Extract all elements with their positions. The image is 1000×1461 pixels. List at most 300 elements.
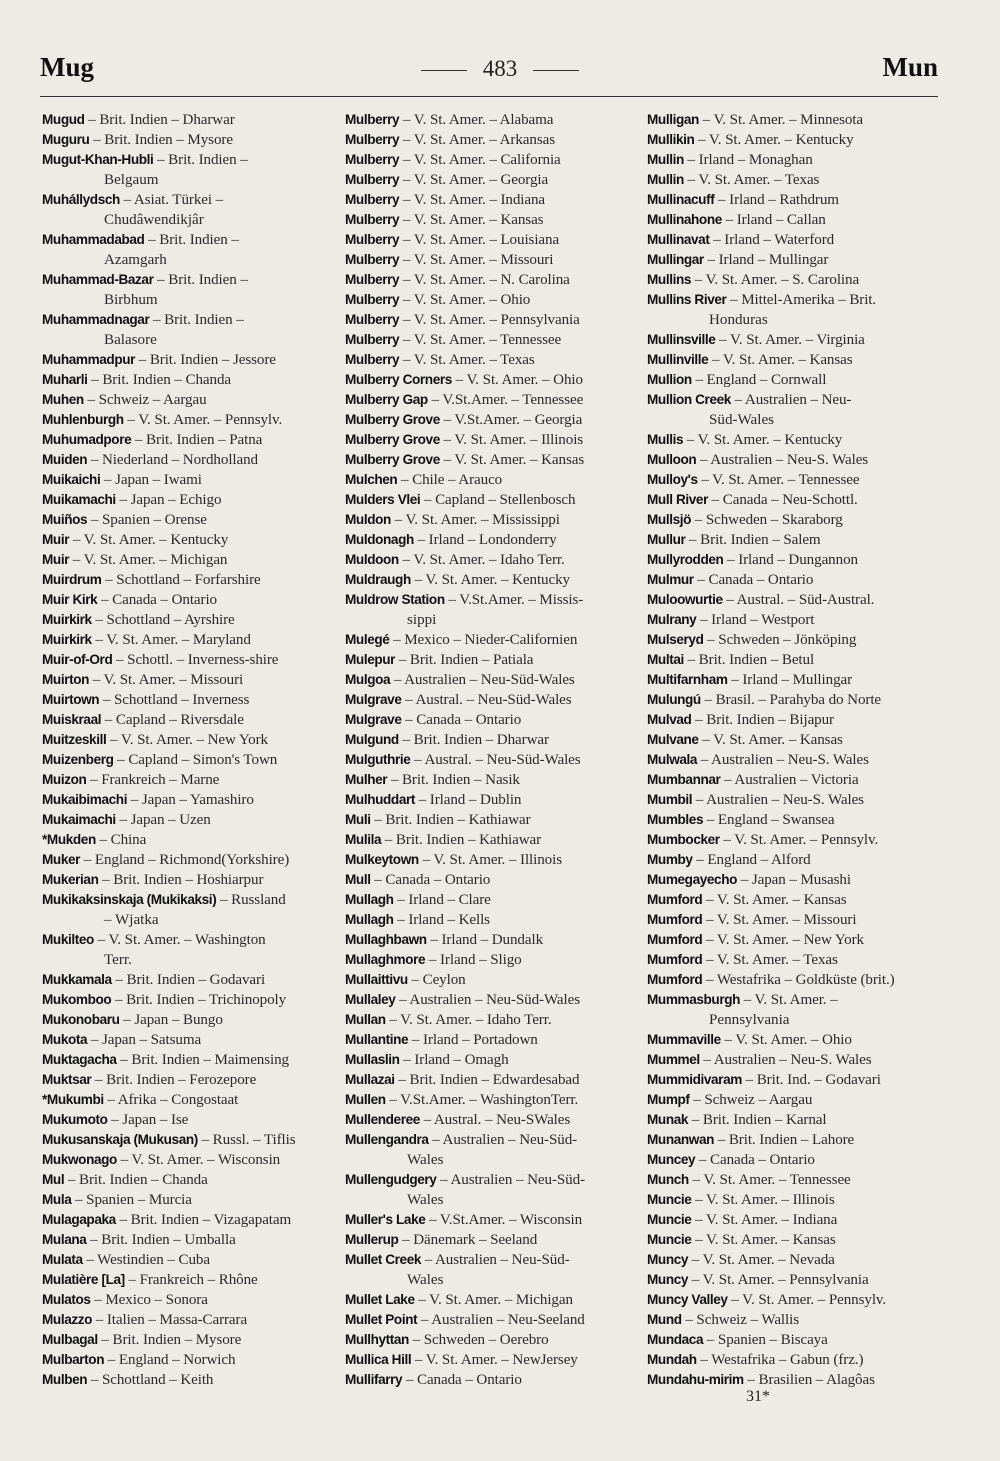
entry [647, 130, 943, 150]
entry-keyword: Mullagh [345, 912, 394, 927]
entry-keyword: Muktagacha [42, 1052, 117, 1067]
entry-location: – Canada – Ontario [401, 712, 522, 728]
entry-keyword: Mulberry [345, 252, 400, 267]
entry-keyword: Muldrow Station [345, 592, 445, 607]
entry-location: – Schweiz – Aargau [83, 392, 207, 408]
entry-keyword: Mumbles [647, 812, 704, 827]
entry-keyword: Muir [42, 532, 70, 547]
entry-location: – Japan – Iwami [100, 472, 202, 488]
entry-location: – Schottland – Forfarshire [101, 572, 261, 588]
entry-keyword: Mulders Vlei [345, 492, 421, 507]
entry-location: – V. St. Amer. – [740, 992, 838, 1008]
entry-location: – V. St. Amer. – Maryland [91, 632, 251, 648]
entry-location: – V.St.Amer. – Tennessee [427, 392, 584, 408]
entry-location: – Schottland – Inverness [99, 692, 250, 708]
entry-keyword: Muir [42, 552, 70, 567]
entry-location: – V. St. Amer. – Kentucky [683, 432, 843, 448]
entry [647, 970, 943, 990]
entry-location: – Brit. Indien – [149, 312, 244, 328]
entry [345, 1250, 641, 1270]
entry-location: – Afrika – Congostaat [103, 1092, 239, 1108]
entry-keyword: Mull River [647, 492, 708, 507]
entry [42, 590, 338, 610]
entry-keyword: Mundaca [647, 1332, 704, 1347]
entry [42, 490, 338, 510]
entry-location: – V. St. Amer. – New York [702, 932, 864, 948]
entry-keyword: Mullaghmore [345, 952, 426, 967]
entry-keyword: Muiden [42, 452, 88, 467]
entry-location: – Asiat. Türkei – [119, 192, 224, 208]
entry [42, 610, 338, 630]
entry [647, 950, 943, 970]
entry [42, 550, 338, 570]
entry [345, 790, 641, 810]
entry [647, 190, 943, 210]
entry-location: – V. St. Amer. – Kentucky [694, 132, 854, 148]
entry-keyword: Muloowurtie [647, 592, 723, 607]
entry-location: – Brit. Indien – Godavari [111, 972, 266, 988]
entry-keyword: Mulchen [345, 472, 398, 487]
entry [345, 190, 641, 210]
entry-location: – Brasil. – Parahyba do Norte [700, 692, 882, 708]
entry-location: – Brit. Indien – Edwardesabad [394, 1072, 580, 1088]
entry-location: – Russland [216, 892, 286, 908]
entry-keyword: Mullin [647, 152, 684, 167]
entry-location: – Irland – Londonderry [413, 532, 557, 548]
entry-keyword: Mulberry [345, 212, 400, 227]
entry [647, 650, 943, 670]
entry-keyword: Mukkamala [42, 972, 112, 987]
entry [647, 790, 943, 810]
entry-location: – Canada – Neu-Schottl. [707, 492, 858, 508]
entry [647, 690, 943, 710]
entry [647, 210, 943, 230]
entry-keyword: Muhlenburgh [42, 412, 124, 427]
entry [345, 1210, 641, 1230]
entry-keyword: Mula [42, 1192, 72, 1207]
entry-location: – Schweiz – Aargau [689, 1092, 813, 1108]
entry [647, 1270, 943, 1290]
entry-location: – V. St. Amer. – Louisiana [399, 232, 560, 248]
entry-location: – V. St. Amer. – Kansas [691, 1232, 836, 1248]
column-2 [345, 110, 641, 1390]
entry-location: – Irland – Clare [393, 892, 491, 908]
entry [42, 110, 338, 130]
entry-keyword: Mullengudgery [345, 1172, 437, 1187]
entry [647, 1050, 943, 1070]
entry-location: – Irland – Dungannon [723, 552, 858, 568]
entry-keyword: Mulbarton [42, 1352, 105, 1367]
entry [42, 730, 338, 750]
entry-keyword: Mulgoa [345, 672, 391, 687]
entry-location: – V. St. Amer. – Tennessee [697, 472, 860, 488]
entry [42, 1250, 338, 1270]
entry [345, 1030, 641, 1050]
entry-keyword: Mulgrave [345, 692, 402, 707]
entry [42, 1070, 338, 1090]
entry-keyword: Mullen [345, 1092, 386, 1107]
entry [345, 530, 641, 550]
entry-location: – V. St. Amer. – Pennsylv. [727, 1292, 887, 1308]
entry [647, 990, 943, 1010]
entry-location: – Brit. Indien – Bijapur [691, 712, 834, 728]
entry-location: – Brit. Ind. – Godavari [741, 1072, 881, 1088]
entry-location: – V. St. Amer. – Michigan [69, 552, 228, 568]
entry-location: – Irland – Dundalk [426, 932, 544, 948]
entry-location: – V. St. Amer. – Idaho Terr. [398, 552, 565, 568]
entry-location: – Brit. Indien – [144, 232, 239, 248]
entry-keyword: Mullins River [647, 292, 727, 307]
entry-keyword: Mullaley [345, 992, 396, 1007]
entry-location: – V. St. Amer. – Pennsylvania [688, 1272, 869, 1288]
entry-location: – Schweden – Oerebro [408, 1332, 549, 1348]
entry [345, 730, 641, 750]
entry-location: – V. St. Amer. – Texas [683, 172, 820, 188]
entry [647, 870, 943, 890]
entry-location: – Schweden – Skaraborg [691, 512, 843, 528]
entry [647, 1370, 943, 1390]
entry [647, 1070, 943, 1090]
entry-location: – Australien – Neu- [730, 392, 852, 408]
entry-keyword: Mulberry Grove [345, 412, 440, 427]
entry [42, 1090, 338, 1110]
entry-location: – V.St.Amer. – Missis- [444, 592, 584, 608]
entry [647, 910, 943, 930]
entry-location: – Australien – Neu-Seeland [417, 1312, 585, 1328]
entry-keyword: Mumbannar [647, 772, 721, 787]
entry-location: – Japan – Yamashiro [127, 792, 254, 808]
entry-keyword: Mumford [647, 972, 703, 987]
entry-keyword: Mullaghbawn [345, 932, 427, 947]
entry [345, 970, 641, 990]
entry-location: – V. St. Amer. – Kansas [439, 452, 585, 468]
entry-location: – V. St. Amer. – Kansas [698, 732, 843, 748]
entry-location: – Irland – Waterford [709, 232, 835, 248]
entry-location: – Capland – Simon's Town [113, 752, 278, 768]
entry-continuation: Azamgarh [104, 252, 167, 268]
entry-keyword: Mullin [647, 172, 684, 187]
entry [42, 450, 338, 470]
entry-keyword: Mulberry [345, 112, 400, 127]
entry-location: – Westafrika – Goldküste (brit.) [702, 972, 895, 988]
entry [345, 210, 641, 230]
entry [345, 150, 641, 170]
entry-keyword: Mukikaksinskaja (Mukikaksi) [42, 892, 217, 907]
entry-location: – Brit. Indien – Karnal [688, 1112, 827, 1128]
entry-location: – Brit. Indien – Kathiawar [370, 812, 531, 828]
entry [42, 970, 338, 990]
entry-location: – V. St. Amer. – Illinois [418, 852, 562, 868]
entry [647, 810, 943, 830]
entry-keyword: Muikaichi [42, 472, 101, 487]
entry-keyword: Mumbocker [647, 832, 720, 847]
entry [345, 1170, 641, 1190]
entry-keyword: Mulberry [345, 152, 400, 167]
entry-keyword: *Mukden [42, 832, 96, 847]
entry-keyword: Muirtown [42, 692, 100, 707]
entry-continuation: Birbhum [104, 292, 158, 308]
entry [345, 950, 641, 970]
entry-keyword: Mulvad [647, 712, 692, 727]
entry [42, 710, 338, 730]
entry-location: – V. St. Amer. – Virginia [715, 332, 865, 348]
entry-keyword: Mukaibimachi [42, 792, 128, 807]
entry-keyword: Mulberry [345, 192, 400, 207]
entry [42, 1230, 338, 1250]
entry-keyword: Muizenberg [42, 752, 114, 767]
entry-location: – V. St. Amer. – Texas [399, 352, 535, 368]
entry-keyword: Mullinavat [647, 232, 710, 247]
entry-keyword: Mullifarry [345, 1372, 403, 1387]
entry [647, 450, 943, 470]
entry-location: – Westafrika – Gabun (frz.) [696, 1352, 864, 1368]
entry [345, 370, 641, 390]
entry [42, 430, 338, 450]
entry [647, 1210, 943, 1230]
entry [42, 850, 338, 870]
entry [345, 230, 641, 250]
entry [42, 310, 338, 330]
entry-keyword: Muizon [42, 772, 87, 787]
entry-keyword: Mumford [647, 932, 703, 947]
entry-keyword: Mulloy's [647, 472, 698, 487]
entry-keyword: Mulkeytown [345, 852, 419, 867]
entry-keyword: Mullinahone [647, 212, 722, 227]
entry-location: – Schweiz – Wallis [681, 1312, 799, 1328]
entry [345, 1090, 641, 1110]
entry-keyword: Mullagh [345, 892, 394, 907]
entry-location: – V. St. Amer. – Idaho Terr. [385, 1012, 552, 1028]
entry-location: – V. St. Amer. – Nevada [688, 1252, 835, 1268]
entry-location: – Ceylon [407, 972, 466, 988]
entry [42, 570, 338, 590]
entry-location: – V. St. Amer. – N. Carolina [399, 272, 570, 288]
entry-location: – Irland – Rathdrum [714, 192, 839, 208]
entry-keyword: Mumford [647, 892, 703, 907]
entry [647, 730, 943, 750]
entry [647, 270, 943, 290]
entry-continuation: Honduras [709, 312, 768, 328]
column-3 [647, 110, 943, 1390]
entry-keyword: *Mukumbi [42, 1092, 104, 1107]
entry-location: – Irland – Westport [696, 612, 815, 628]
entry-location: – V. St. Amer. – Missouri [399, 252, 554, 268]
entry-keyword: Muldonagh [345, 532, 414, 547]
entry-keyword: Mugud [42, 112, 85, 127]
entry-keyword: Mullica Hill [345, 1352, 412, 1367]
entry-keyword: Mukaimachi [42, 812, 116, 827]
entry-location: – Irland – Mullingar [703, 252, 829, 268]
entry-keyword: Munak [647, 1112, 689, 1127]
entry [647, 570, 943, 590]
entry-location: – V. St. Amer. – Ohio [720, 1032, 852, 1048]
entry-keyword: Mumegayecho [647, 872, 738, 887]
entry [345, 630, 641, 650]
entry-keyword: Mulben [42, 1372, 88, 1387]
entry [345, 690, 641, 710]
entry-location: – Schweden – Jönköping [703, 632, 857, 648]
entry [42, 1270, 338, 1290]
entry-keyword: Muhammadpur [42, 352, 136, 367]
entry [42, 270, 338, 290]
entry-location: – V. St. Amer. – California [399, 152, 561, 168]
entry-keyword: Mullikin [647, 132, 695, 147]
entry [42, 1310, 338, 1330]
entry-keyword: Mukilteo [42, 932, 94, 947]
entry-keyword: Mulberry Gap [345, 392, 428, 407]
entry [345, 1290, 641, 1310]
entry-keyword: Mulata [42, 1252, 83, 1267]
entry-keyword: Mundah [647, 1352, 697, 1367]
entry [345, 570, 641, 590]
entry-location: – V. St. Amer. – Kentucky [69, 532, 229, 548]
entry [42, 350, 338, 370]
entry-location: – Brit. Indien – Kathiawar [381, 832, 542, 848]
column-1 [42, 110, 338, 1390]
entry-keyword: Muldon [345, 512, 391, 527]
entry-keyword: Mulvane [647, 732, 699, 747]
entry-keyword: Mullantine [345, 1032, 409, 1047]
entry-keyword: Mukonobaru [42, 1012, 120, 1027]
entry-location: – Brit. Indien – Ferozepore [91, 1072, 257, 1088]
entry-keyword: Muiskraal [42, 712, 102, 727]
header-right-guide-word: Mun [882, 52, 938, 82]
entry-location: – V. St. Amer. – Pennsylv. [123, 412, 283, 428]
entry-keyword: Mulgund [345, 732, 399, 747]
entry-location: – Niederland – Nordholland [87, 452, 259, 468]
entry-location: – Schottl. – Inverness-shire [112, 652, 279, 668]
entry-location: – Irland – Mullingar [727, 672, 853, 688]
entry-keyword: Muncie [647, 1232, 692, 1247]
entry-keyword: Mulbagal [42, 1332, 98, 1347]
entry-location: – V. St. Amer. – Pennsylv. [719, 832, 879, 848]
entry-location: – Canada – Ontario [97, 592, 217, 608]
entry-location: – Austral. – Neu-Süd-Wales [410, 752, 581, 768]
entry [647, 1230, 943, 1250]
entry-location: – Irland – Callan [721, 212, 826, 228]
entry-keyword: Mukota [42, 1032, 88, 1047]
entry-location: – Chile – Arauco [397, 472, 503, 488]
entry-location: – Brit. Indien – Lahore [714, 1132, 855, 1148]
entry [42, 190, 338, 210]
entry-location: – Brit. Indien – Jessore [135, 352, 276, 368]
entry-keyword: Mul [42, 1172, 65, 1187]
entry-keyword: Muncie [647, 1212, 692, 1227]
entry-keyword: Mummidivaram [647, 1072, 742, 1087]
entry-keyword: Mullis [647, 432, 684, 447]
entry-keyword: Mukusanskaja (Mukusan) [42, 1132, 198, 1147]
entry-location: – Brit. Indien – [153, 272, 248, 288]
entry-keyword: Muikamachi [42, 492, 116, 507]
entry-location: – Mexico – Sonora [90, 1292, 208, 1308]
entry-keyword: Mulberry [345, 292, 400, 307]
entry-keyword: Mulmur [647, 572, 694, 587]
entry [647, 1150, 943, 1170]
entry-location: – Brit. Indien – Dharwar [398, 732, 549, 748]
entry-location: – Brit. Indien – Chanda [64, 1172, 208, 1188]
header-rule [40, 96, 938, 97]
entry-location: – Australien – Neu-S. Wales [692, 792, 864, 808]
entry-keyword: Mulwala [647, 752, 698, 767]
entry-location: – V. St. Amer. – Kansas [702, 892, 847, 908]
entry [42, 670, 338, 690]
entry [647, 770, 943, 790]
entry [345, 270, 641, 290]
entry-keyword: Mull [345, 872, 371, 887]
entry-location: – Canada – Ontario [370, 872, 491, 888]
entry [42, 810, 338, 830]
entry-location: – Brasilien – Alagôas [743, 1372, 875, 1388]
entry-location: – Canada – Ontario [695, 1152, 815, 1168]
entry-location: – Brit. Indien – Trichinopoly [111, 992, 287, 1008]
entry-location: – V. St. Amer. – Tennessee [688, 1172, 851, 1188]
entry-keyword: Mulegé [345, 632, 390, 647]
entry-keyword: Mugut-Khan-Hubli [42, 152, 154, 167]
entry-continuation: Wales [407, 1152, 444, 1168]
entry-continuation: Wales [407, 1192, 444, 1208]
entry-location: – Australien – Neu-Süd- [421, 1252, 570, 1268]
entry [647, 1190, 943, 1210]
entry [345, 830, 641, 850]
entry [345, 870, 641, 890]
entry [345, 550, 641, 570]
entry-location: – V. St. Amer. – Kentucky [410, 572, 570, 588]
entry-location: – Brit. Indien – Betul [683, 652, 815, 668]
entry [42, 1010, 338, 1030]
entry-location: – Frankreich – Rhône [124, 1272, 258, 1288]
entry-keyword: Mulberry [345, 312, 400, 327]
entry [647, 390, 943, 410]
entry-keyword: Mulberry [345, 352, 400, 367]
entry [647, 1330, 943, 1350]
entry-location: – Brit. Indien – Umballa [86, 1232, 236, 1248]
entry [345, 750, 641, 770]
entry-keyword: Muhállydsch [42, 192, 120, 207]
entry [42, 790, 338, 810]
entry-keyword: Mulana [42, 1232, 87, 1247]
entry-keyword: Muhammad-Bazar [42, 272, 154, 287]
entry-keyword: Muncey [647, 1152, 696, 1167]
entry-keyword: Muhammadnagar [42, 312, 150, 327]
entry-location: – Capland – Riversdale [101, 712, 244, 728]
entry-location: – V. St. Amer. – NewJersey [411, 1352, 578, 1368]
entry [42, 1330, 338, 1350]
entry-keyword: Mulila [345, 832, 382, 847]
entry-keyword: Mulberry [345, 332, 400, 347]
entry-keyword: Muir Kirk [42, 592, 98, 607]
entry [345, 710, 641, 730]
entry-location: – V. St. Amer. – Indiana [399, 192, 546, 208]
entry [345, 1230, 641, 1250]
entry [647, 590, 943, 610]
entry-continuation: Terr. [104, 952, 132, 968]
entry-location: – Brit. Indien – [153, 152, 248, 168]
entry [42, 510, 338, 530]
entry-location: – Brit. Indien – Hoshiarpur [98, 872, 264, 888]
entry-location: – V. St. Amer. – S. Carolina [691, 272, 860, 288]
entry [345, 390, 641, 410]
entry-keyword: Mumbil [647, 792, 693, 807]
entry [647, 930, 943, 950]
entry-location: – Frankreich – Marne [86, 772, 220, 788]
header-dash-left [421, 70, 467, 71]
entry-location: – Brit. Indien – Vizagapatam [115, 1212, 292, 1228]
entry-location: – Japan – Uzen [115, 812, 211, 828]
entry-location: – V. St. Amer. – Illinois [439, 432, 584, 448]
entry-location: – Spanien – Biscaya [703, 1332, 828, 1348]
entry-location: – V. St. Amer. – Ohio [399, 292, 531, 308]
entry-keyword: Mullur [647, 532, 686, 547]
